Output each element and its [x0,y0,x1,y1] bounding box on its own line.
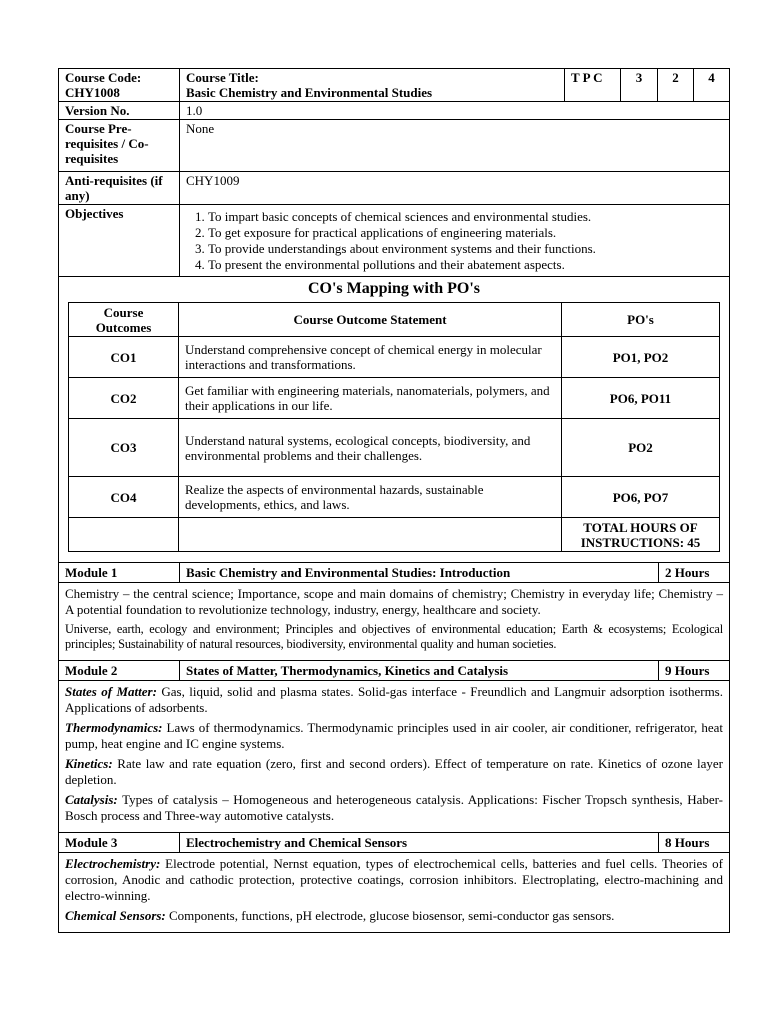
mapping-row [59,277,730,563]
objective-item: 4. To present the environmental pollutions and their abatement aspects. [208,257,723,273]
mapping-total-row [69,518,720,552]
topic-label: Kinetics: [65,756,113,771]
version-value: 1.0 [180,102,730,120]
co-pos: PO2 [562,419,720,477]
module-paragraph [65,756,723,788]
course-title: Basic Chemistry and Environmental Studies [186,85,433,100]
module-hours: 9 Hours [659,661,730,681]
version-label: Version No. [59,102,180,120]
objectives-row [59,205,730,277]
mapping-header-row [69,303,720,337]
antirequisites-label: Anti-requisites (if any) [59,172,180,205]
module-label: Module 1 [59,563,180,583]
course-info-table [58,68,730,563]
co-id: CO3 [69,419,179,477]
tpc-t-value: 3 [621,69,658,102]
antirequisites-value: CHY1009 [180,172,730,205]
antirequisites-row [59,172,730,205]
module-2-header [59,661,730,681]
module-title: States of Matter, Thermodynamics, Kinetics and Catalysis [180,661,659,681]
module-label: Module 2 [59,661,180,681]
co-id: CO1 [69,337,179,378]
objective-item: 1. To impart basic concepts of chemical sciences and environmental studies. [208,209,723,225]
modules-table [58,562,730,933]
module-paragraph [65,792,723,824]
module-paragraph: Chemistry – the central science; Importance, scope and main domains of chemistry; Chemistry in everyday life; Chemistry – A potential foundation to revolutionize technology, industry, energy, healthcare and society. [65,586,723,617]
module-2-body-row [59,681,730,833]
topic-label: Chemical Sensors: [65,908,166,923]
co-po-mapping-table [68,302,720,552]
co-pos: PO6, PO7 [562,477,720,518]
mapping-title: CO's Mapping with PO's [307,280,481,297]
module-2-body [59,681,730,833]
tpc-label: T P C [565,69,621,102]
mapping-row-co3 [69,419,720,477]
tpc-p-value: 2 [658,69,694,102]
module-hours: 8 Hours [659,833,730,853]
mapping-row-co1 [69,337,720,378]
course-code-label: Course Code: [65,70,142,85]
version-row [59,102,730,120]
objective-item: 2. To get exposure for practical applications of engineering materials. [208,225,723,241]
prerequisites-value: None [180,120,730,172]
topic-label: Electrochemistry: [65,856,161,871]
total-empty-cell [179,518,562,552]
module-3-header [59,833,730,853]
mapping-row-co2 [69,378,720,419]
objectives-label: Objectives [59,205,180,277]
topic-label: States of Matter: [65,684,157,699]
co-statement: Get familiar with engineering materials, nanomaterials, polymers, and their applications in our life. [179,378,562,419]
header-row [59,69,730,102]
topic-text: Rate law and rate equation (zero, first and second orders). Effect of temperature on rate. Kinetics of ozone layer depletion. [65,756,723,787]
module-title: Basic Chemistry and Environmental Studies: Introduction [180,563,659,583]
topic-text: Types of catalysis – Homogeneous and heterogeneous catalysis. Applications: Fischer Tropsch synthesis, Haber-Bosch process and Three-way automotive catalysts. [65,792,724,823]
prerequisites-row [59,120,730,172]
module-3-body [59,853,730,933]
col-header-statement: Course Outcome Statement [179,303,562,337]
total-hours: TOTAL HOURS OF INSTRUCTIONS: 45 [562,518,720,552]
mapping-cell [59,277,730,563]
module-3-body-row [59,853,730,933]
module-1-header [59,563,730,583]
co-statement: Realize the aspects of environmental hazards, sustainable developments, ethics, and laws. [179,477,562,518]
module-hours: 2 Hours [659,563,730,583]
module-label: Module 3 [59,833,180,853]
col-header-pos: PO's [562,303,720,337]
module-paragraph [65,908,723,924]
topic-text: Electrode potential, Nernst equation, types of electrochemical cells, batteries and fuel cells. Theories of corrosion, Anodic and cathodic protection, protective coatings, corrosion inhibitors. Electroplating, electro-machining and electro-winning. [65,856,724,903]
objectives-cell [180,205,730,277]
col-header-course-outcomes: Course Outcomes [69,303,179,337]
co-statement: Understand comprehensive concept of chemical energy in molecular interactions and transformations. [179,337,562,378]
module-paragraph: Universe, earth, ecology and environment; Principles and objectives of environmental education; Earth & ecosystems; Ecological principles; Sustainability of natural resources, biodiversity, environmental quality and human societies. [65,622,723,651]
module-1-body [59,583,730,661]
course-code-cell [59,69,180,102]
topic-label: Catalysis: [65,792,118,807]
prerequisites-label: Course Pre-requisites / Co-requisites [59,120,180,172]
course-title-label: Course Title: [186,70,259,85]
co-pos: PO6, PO11 [562,378,720,419]
total-empty-cell [69,518,179,552]
objective-item: 3. To provide understandings about environment systems and their functions. [208,241,723,257]
course-title-cell [180,69,565,102]
topic-label: Thermodynamics: [65,720,163,735]
co-pos: PO1, PO2 [562,337,720,378]
module-paragraph [65,720,723,752]
objectives-list [186,209,723,273]
module-title: Electrochemistry and Chemical Sensors [180,833,659,853]
module-1-body-row [59,583,730,661]
topic-text: Laws of thermodynamics. Thermodynamic principles used in air cooler, air conditioner, refrigerator, heat pump, heat engine and IC engine systems. [65,720,723,751]
course-code: CHY1008 [65,85,120,100]
topic-text: Components, functions, pH electrode, glucose biosensor, semi-conductor gas sensors. [169,908,615,923]
co-statement: Understand natural systems, ecological concepts, biodiversity, and environmental problems and their challenges. [179,419,562,477]
tpc-c-value: 4 [694,69,730,102]
module-paragraph [65,684,723,716]
mapping-row-co4 [69,477,720,518]
topic-text: Gas, liquid, solid and plasma states. Solid-gas interface - Freundlich and Langmuir adsorption isotherms. Applications of adsorbents. [65,684,723,715]
module-paragraph [65,856,723,904]
co-id: CO2 [69,378,179,419]
course-syllabus-page [58,68,729,933]
co-id: CO4 [69,477,179,518]
